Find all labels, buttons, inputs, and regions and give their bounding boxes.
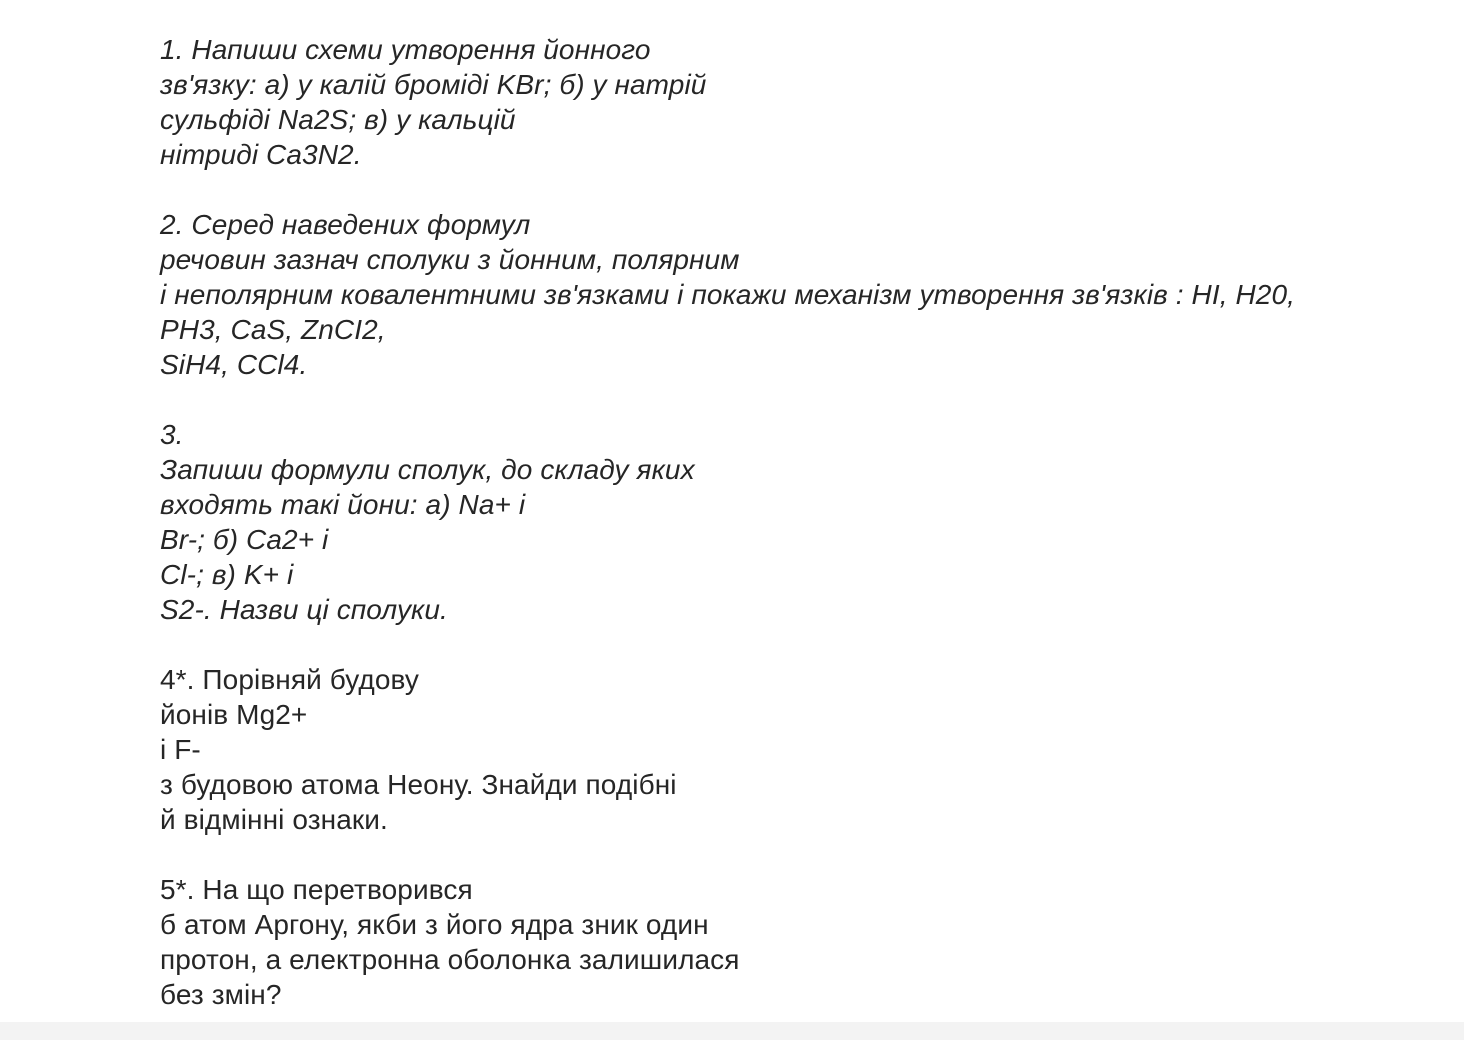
task-4-line-2: йонів Mg2+ <box>160 699 308 730</box>
task-1-line-4: нітриді Ca3N2. <box>160 139 362 170</box>
task-2-line-3: і неполярним ковалентними зв'язками і покажи механізм утворення зв'язків : HI, H20, <box>160 279 1296 310</box>
task-3-line-3: входять такі йони: а) Na+ і <box>160 489 526 520</box>
task-3-line-6: S2-. Назви ці сполуки. <box>160 594 448 625</box>
task-2-line-5: SiH4, CCl4. <box>160 349 308 380</box>
task-2-line-1: 2. Серед наведених формул <box>160 209 531 240</box>
task-5-line-3: протон, а електронна оболонка залишилася <box>160 944 740 975</box>
task-3 <box>160 417 1440 627</box>
task-3-line-2: Запиши формули сполук, до складу яких <box>160 454 695 485</box>
task-2-line-4: PH3, CaS, ZnCI2, <box>160 314 386 345</box>
task-5 <box>160 872 1440 1012</box>
task-2-line-2: речовин зазнач сполуки з йонним, полярним <box>160 244 740 275</box>
task-3-line-4: Br-; б) Ca2+ і <box>160 524 329 555</box>
task-5-line-1: 5*. На що перетворився <box>160 874 473 905</box>
task-1 <box>160 32 1440 172</box>
task-4-line-4: з будовою атома Неону. Знайди подібні <box>160 769 677 800</box>
task-4-line-3: і F- <box>160 734 201 765</box>
task-4-line-1: 4*. Порівняй будову <box>160 664 419 695</box>
task-1-line-3: сульфіді Na2S; в) у кальцій <box>160 104 516 135</box>
task-4-line-5: й відмінні ознаки. <box>160 804 388 835</box>
task-5-line-2: б атом Аргону, якби з його ядра зник один <box>160 909 709 940</box>
task-2 <box>160 207 1440 382</box>
task-list <box>160 32 1440 1047</box>
task-3-line-1: 3. <box>160 419 184 450</box>
task-5-line-4: без змін? <box>160 979 282 1010</box>
task-3-line-5: Cl-; в) K+ і <box>160 559 294 590</box>
task-1-line-1: 1. Напиши схеми утворення йонного <box>160 34 651 65</box>
bottom-divider <box>0 1022 1464 1040</box>
task-1-line-2: зв'язку: а) у калій броміді KBr; б) у натрій <box>160 69 707 100</box>
task-4 <box>160 662 1440 837</box>
